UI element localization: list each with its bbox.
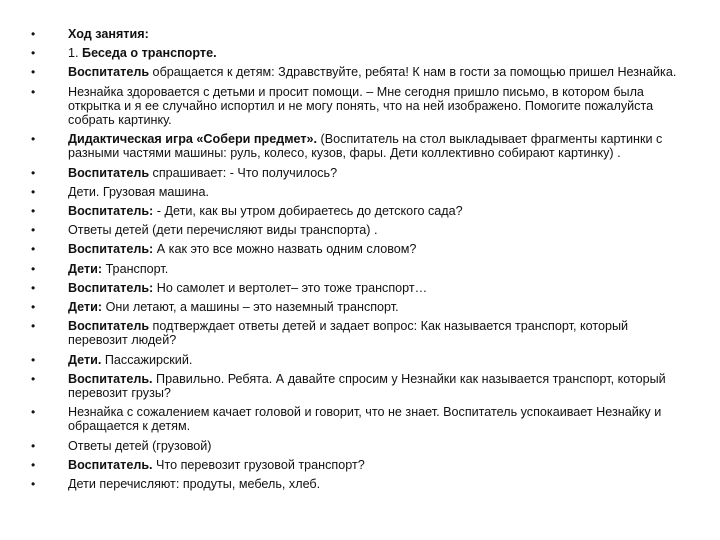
item-bold: Воспитатель: — [68, 280, 154, 295]
item-bold: Воспитатель: — [68, 242, 154, 257]
bullet-icon: • — [31, 280, 36, 295]
bullet-icon: • — [31, 405, 36, 420]
bullet-icon: • — [31, 184, 36, 199]
item-bold: Беседа о транспорте. — [82, 46, 217, 61]
item-text: Но самолет и вертолет– это тоже транспорт… — [153, 280, 428, 295]
bullet-icon: • — [31, 371, 36, 386]
item-bold: Ход занятия: — [68, 27, 149, 41]
list-item — [30, 27, 680, 41]
item-text: - Дети, как вы утром добираетесь до детского сада? — [153, 204, 463, 219]
list-item — [30, 242, 680, 256]
bullet-icon: • — [31, 457, 36, 472]
item-text: обращается к детям: Здравствуйте, ребята! К нам в гости за помощью пришел Незнайка. — [149, 65, 677, 80]
item-text: А как это все можно назвать одним словом? — [153, 242, 417, 257]
bullet-icon: • — [31, 352, 36, 367]
item-bold: Воспитатель. — [68, 371, 153, 386]
list-item — [30, 300, 680, 314]
bullet-icon: • — [31, 84, 36, 99]
list-item — [30, 439, 680, 453]
item-text: Незнайка с сожалением качает головой и говорит, что не знает. Воспитатель успокаивает Незнайку и обращается к детям. — [68, 405, 662, 434]
bullet-icon: • — [31, 165, 36, 180]
bullet-icon: • — [31, 132, 36, 147]
item-text: Незнайка здоровается с детьми и просит помощи. – Мне сегодня пришло письмо, в котором была открытка и я ее случайно испортил и не могу понять, что на ней изображено. Помогите пожалуйста собрать картинку. — [68, 84, 654, 128]
item-bold: Дети. — [68, 352, 102, 367]
item-bold: Дидактическая игра «Собери предмет». — [68, 132, 318, 147]
item-bold: Воспитатель — [68, 65, 150, 80]
item-bold: Воспитатель — [68, 165, 150, 180]
item-bold: Воспитатель: — [68, 204, 154, 219]
list-item — [30, 353, 680, 367]
bullet-icon: • — [31, 319, 36, 334]
bullet-icon: • — [31, 65, 36, 80]
list-item — [30, 204, 680, 218]
item-prefix: 1. — [68, 46, 83, 61]
bullet-icon: • — [31, 300, 36, 315]
item-text: Дети. Грузовая машина. — [68, 184, 209, 199]
bullet-icon: • — [31, 204, 36, 219]
list-item — [30, 46, 680, 60]
item-bold: Дети: — [68, 300, 103, 315]
item-text: (Воспитатель на стол выкладывает фрагменты картинки с разными частями машины: руль, колесо, кузов, фары. Дети коллективно собирают картинку) . — [68, 132, 663, 161]
list-item — [30, 223, 680, 237]
item-text: Что перевозит грузовой транспорт? — [152, 457, 365, 472]
bullet-icon: • — [31, 477, 36, 492]
item-text: Дети перечисляют: продуты, мебель, хлеб. — [68, 477, 321, 492]
item-text: Ответы детей (дети перечисляют виды транспорта) . — [68, 223, 378, 238]
item-text: подтверждает ответы детей и задает вопрос: Как называется транспорт, который перевозит людей? — [68, 319, 629, 348]
item-text: Ответы детей (грузовой) — [68, 438, 212, 453]
list-item — [30, 65, 680, 79]
list-item — [30, 281, 680, 295]
list-item — [30, 458, 680, 472]
item-text: Они летают, а машины – это наземный транспорт. — [102, 300, 399, 315]
list-item — [30, 319, 680, 347]
bullet-icon: • — [31, 223, 36, 238]
bullet-icon: • — [31, 27, 36, 41]
list-item — [30, 372, 680, 400]
item-bold: Воспитатель. — [68, 457, 153, 472]
item-bold: Воспитатель — [68, 319, 150, 334]
list-item — [30, 132, 680, 160]
list-item — [30, 185, 680, 199]
list-item — [30, 262, 680, 276]
item-text: Транспорт. — [102, 261, 169, 276]
item-text: Правильно. Ребята. А давайте спросим у Незнайки как называется транспорт, который перевозит грузы? — [68, 371, 666, 401]
item-text: Пассажирский. — [101, 352, 193, 367]
item-text: спрашивает: - Что получилось? — [149, 165, 338, 180]
bullet-icon: • — [31, 46, 36, 61]
list-item — [30, 477, 680, 491]
list-item — [30, 405, 680, 433]
bullet-icon: • — [31, 438, 36, 453]
item-bold: Дети: — [68, 261, 103, 276]
lesson-bullet-list — [30, 27, 680, 496]
list-item — [30, 85, 680, 128]
bullet-icon: • — [31, 242, 36, 257]
list-item — [30, 166, 680, 180]
bullet-icon: • — [31, 261, 36, 276]
